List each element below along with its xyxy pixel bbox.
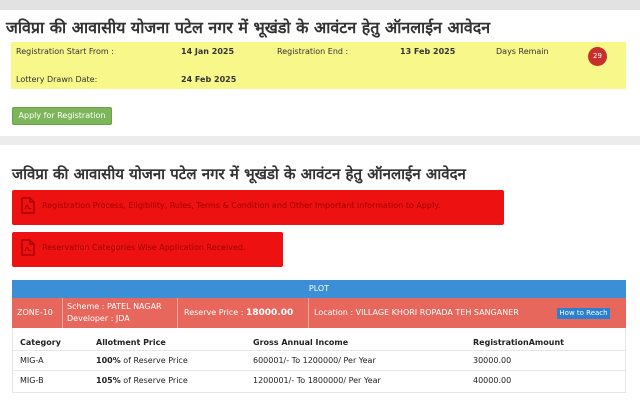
row-2-price-pct: 105% bbox=[96, 376, 121, 385]
lottery-date-value: 24 Feb 2025 bbox=[181, 75, 237, 84]
days-remain-badge: 29 bbox=[588, 47, 607, 66]
top-strip bbox=[0, 0, 640, 10]
pdf-icon bbox=[21, 197, 35, 214]
row-2-price-text: of Reserve Price bbox=[123, 376, 188, 385]
divider bbox=[177, 298, 178, 328]
row-2-amount: 40000.00 bbox=[473, 376, 512, 385]
row-divider bbox=[13, 370, 625, 371]
rules-link-label: Registration Process, Eligibility, Rules, Terms & Condition and Other Important information to Apply. bbox=[42, 201, 441, 210]
reservation-pdf-link[interactable] bbox=[12, 232, 283, 267]
rules-pdf-link[interactable] bbox=[12, 190, 504, 225]
zone-label: ZONE-10 bbox=[17, 308, 53, 317]
plot-info-bar bbox=[12, 298, 626, 328]
how-to-reach-button[interactable]: How to Reach bbox=[557, 308, 610, 319]
allotment-table bbox=[12, 328, 626, 393]
row-1-price-text: of Reserve Price bbox=[123, 356, 188, 365]
pdf-icon bbox=[21, 239, 35, 256]
column-header-registration-amount: RegistrationAmount bbox=[473, 338, 564, 347]
scheme-label: Scheme : PATEL NAGAR bbox=[67, 302, 162, 311]
section-title: जविप्रा की आवासीय योजना पटेल नगर में भूखंडो के आवंटन हेतु ऑनलाईन आवेदन bbox=[12, 165, 466, 183]
divider bbox=[62, 298, 63, 328]
row-2-category: MIG-B bbox=[20, 376, 44, 385]
reserve-price-value: 18000.00 bbox=[246, 308, 294, 318]
row-1-price-pct: 100% bbox=[96, 356, 121, 365]
developer-label: Developer : JDA bbox=[67, 314, 130, 323]
row-1-amount: 30000.00 bbox=[473, 356, 512, 365]
row-divider bbox=[13, 350, 625, 351]
location-label: Location : VILLAGE KHORI ROPADA TEH SANGANER bbox=[314, 308, 519, 317]
lottery-date-label: Lottery Drawn Date: bbox=[16, 75, 98, 84]
page-title: जविप्रा की आवासीय योजना पटेल नगर में भूखंडो के आवंटन हेतु ऑनलाईन आवेदन bbox=[6, 18, 491, 37]
registration-end-value: 13 Feb 2025 bbox=[400, 47, 456, 56]
row-1-category: MIG-A bbox=[20, 356, 44, 365]
registration-start-value: 14 Jan 2025 bbox=[181, 47, 235, 56]
reserve-price-label: Reserve Price : bbox=[184, 308, 244, 317]
plot-header: PLOT bbox=[12, 280, 626, 298]
column-header-allotment-price: Allotment Price bbox=[96, 338, 166, 347]
row-1-income: 600001/- To 1200000/ Per Year bbox=[253, 356, 376, 365]
reservation-link-label: Reservation Categories Wise Application Received. bbox=[42, 243, 246, 252]
days-remain-label: Days Remain bbox=[496, 47, 549, 56]
divider bbox=[308, 298, 309, 328]
registration-end-label: Registration End : bbox=[277, 47, 349, 56]
registration-start-label: Registration Start From : bbox=[16, 47, 114, 56]
row-2-income: 1200001/- To 1800000/ Per Year bbox=[253, 376, 381, 385]
column-header-category: Category bbox=[20, 338, 61, 347]
apply-for-registration-button[interactable]: Apply for Registration bbox=[12, 107, 112, 125]
column-header-income: Gross Annual Income bbox=[253, 338, 349, 347]
row-1-allotment-price bbox=[96, 356, 188, 365]
row-2-allotment-price bbox=[96, 376, 188, 385]
